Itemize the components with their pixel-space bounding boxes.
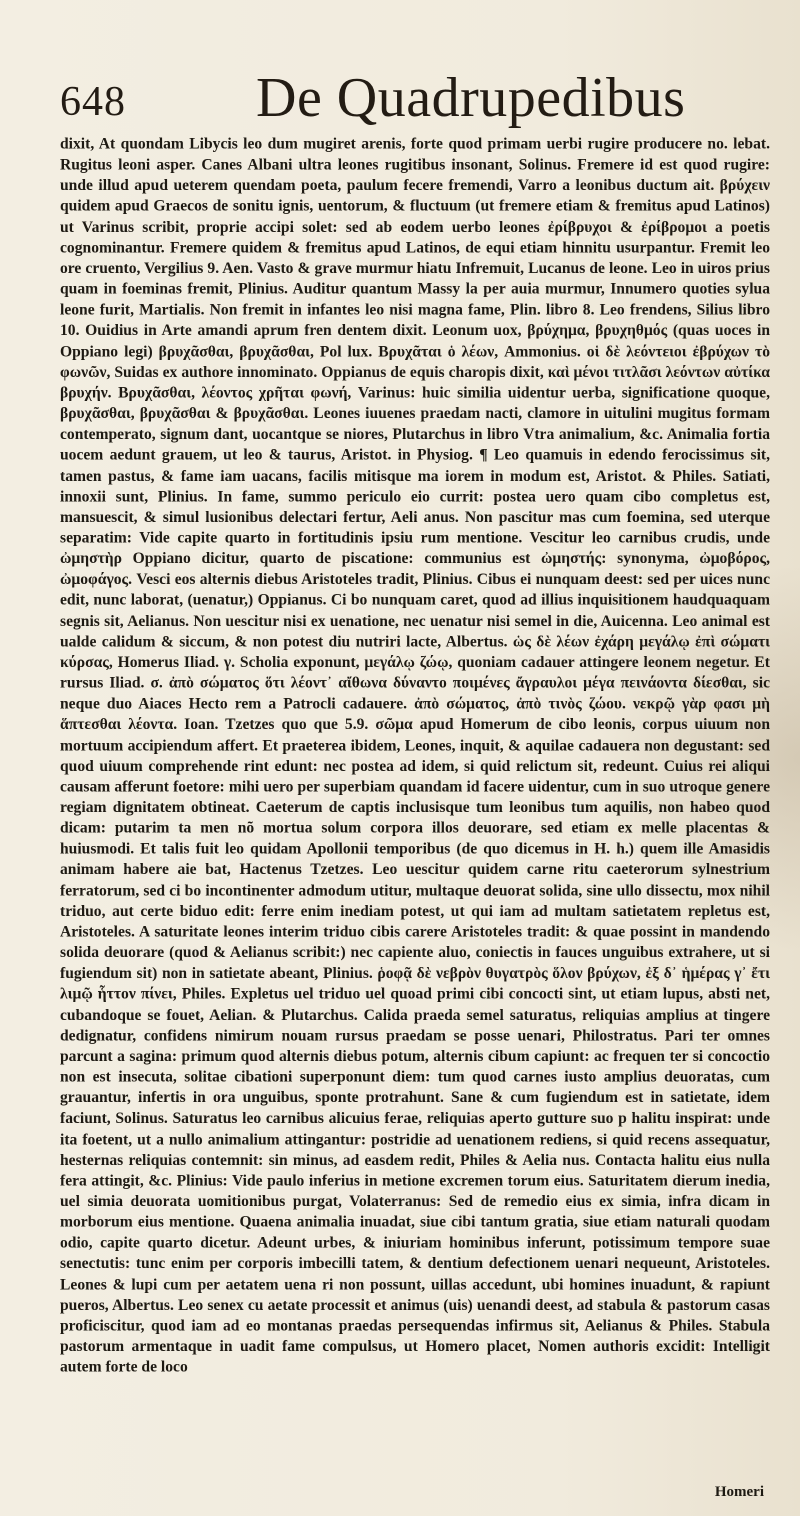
page-number: 648: [60, 79, 126, 125]
body-text: [60, 134, 770, 1378]
running-title: De Quadrupedibus: [256, 67, 686, 129]
page-header: [60, 62, 764, 138]
catchword: Homeri: [714, 1484, 764, 1500]
body-paragraph: dixit, At quondam Libycis leo dum mugiret arenis, forte quod primam uerbi rugire producere no. lebat. Rugitus leoni asper. Canes Albani ultra leones rugitibus insonant, Solinus. Fremere id est quod rugire: unde illud apud ueterem quendam poeta, paulum fecere fremendi, Varro a leonibus ductum ait. βρύχειν quidem apud Graecos de sonitu ignis, uentorum, & fluctuum (ut fremere etiam & fremitus apud Latinos) ut Varinus scribit, proprie accipi solet: sed ab eodem uerbo leones ἐρίβρυχοι & ἐρίβρομοι a poetis cognominantur. Fremere quidem & fremitus apud Latinos, de equi etiam hinnitu usurpantur. Fremit leo ore cruento, Vergilius 9. Aen. Vasto & grave murmur hiatu Infremuit, Lucanus de leone. Leo in uiros prius quam in foeminas fremit, Plinius. Auditur quantum Massy la per auia murmur, Innumero quoties sylua leone furit, Martialis. Non fremit in infantes leo nisi magna fame, Plin. libro 8. Leo frendens, Silius libro 10. Ouidius in Arte amandi aprum fren dentem dixit. Leonum uox, βρύχημα, βρυχηθμός (quas uoces in Oppiano legi) βρυχᾶσθαι, βρυχᾶσθαι, Pol lux. Βρυχᾶται ὁ λέων, Ammonius. οἱ δὲ λεόντειοι ἐβρύχων τὸ φωνῶν, Suidas ex authore innominato. Oppianus de equis charopis dixit, καὶ μένοι τιτλᾶσι λεόντων αὐτίκα βρυχήν. Βρυχᾶσθαι, λέοντος χρῆται φωνή, Varinus: huic similia uidentur uerba, significatione quoque, βρυχᾶσθαι, βρυχᾶσθαι & βρυχᾶσθαι. Leones iuuenes praedam nacti, clamore in uitulini mugitus formam contemperato, signum dant, uocantque se niores, Plutarchus in libro Vtra animalium, &c. Animalia fortia uocem aedunt grauem, ut leo & taurus, Aristot. in Physiog. ¶ Leo quamuis in edendo ferocissimus sit, tamen pastus, & fame iam uacans, facilis mitisque ma iorem in modum est, Aristot. & Philes. Satiati, innoxii sunt, Plinius. In fame, summo periculo eio currit: postea uero quam cibo completus est, mansuescit, & simul lusionibus delectari fertur, Aeli anus. Non pascitur mas cum foemina, sed uterque separatim: Vide capite quarto in fortitudinis ipsiu rum mentione. Vescitur leo carnibus crudis, unde ὠμηστὴρ Oppiano dicitur, quarto de piscatione: communius est ὠμηστής: synonyma, ὠμοβόρος, ὠμοφάγος. Vesci eos alternis diebus Aristoteles tradit, Plinius. Cibus ei nunquam deest: sed per uices nunc edit, nunc laborat, (uenatur,) Oppianus. Ci bo nunquam caret, quod ad illius inquisitionem haudquaquam segnis sit, Aelianus. Non uescitur nisi ex uenatione, nec uenatur nisi semel in die, Auicenna. Leo animal est ualde calidum & siccum, & non potest diu nutriri lacte, Albertus. ὡς δὲ λέων ἐχάρη μεγάλῳ ἐπὶ σώματι κύρσας, Homerus Iliad. γ. Scholia exponunt, μεγάλῳ ζώῳ, quoniam cadauer attingere leonem negetur. Et rursus Iliad. σ. ἀπὸ σώματος ὅτι λέοντ᾽ αἴθωνα δύναντο ποιμένες ἄγραυλοι μέγα πεινάοντα δίεσθαι, sic neque duo Aiaces Hecto rem a Patrocli cadauere. ἀπὸ σώματος, ἀπὸ τινὸς ζώου. νεκρῷ γὰρ φασι μὴ ἅπτεσθαι λέοντα. Ioan. Tzetzes quo que 5.9. σῶμα apud Homerum de cibo leonis, corpus uiuum non mortuum accipiendum affert. Et praeterea ibidem, Leones, inquit, & aquilae cadauera non degustant: sed quod uiuum comprehende rint edunt: nec postea ad idem, si quid relictum sit, redeunt. Cuius rei aliqui causam afferunt foetore: mihi uero per superbiam quandam id facere uidentur, cum in suo utroque genere regiam dignitatem obtineat. Caeterum de captis inclusisque tum leonibus tum aquilis, non habeo quod dicam: putarim ta men nõ mortua solum corpora illos deuorare, sed etiam ex melle placentas & huiusmodi. Et talis fuit leo quidam Apollonii temporibus (de quo dicemus in H. h.) quem ille Amasidis animam habere aie bat, Hactenus Tzetzes. Leo uescitur quidem carne ritu caeterorum sylnestrium ferratorum, sed ci bo incontinenter admodum utitur, multaque deuorat solida, sine ullo dissectu, mox nihil triduo, aut certe biduo edit: ferre enim inediam potest, ut qui iam ad multam satietatem repletus est, Aristoteles. A saturitate leones interim triduo cibis carere Aristoteles tradit: & quae possint in mandendo solida deuorare (quod & Aelianus scribit:) nec capiente aluo, coniectis in fauces unguibus extrahere, ut si fugiendum sit) non in satietate abeant, Plinius. ῥοφᾷ δὲ νεβρὸν θυγατρὸς ὅλον βρύχων, ἐξ δ᾽ ἡμέρας γ᾽ ἔτι λιμῷ ἧττον πίνει, Philes. Expletus uel triduo uel quoad primi cibi concocti sint, ut etiam lupus, absti net, cubandoque se fouet, Aelian. & Plutarchus. Calida praeda semel saturatus, reliquias amplius at tingere dedignatur, confidens nimirum nouam rursus praedam se posse uenari, Philostratus. Pari ter omnes parcunt a sagina: primum quod alternis diebus potum, alternis cibum capiunt: ac frequen ter si concoctio non est insecuta, solitae cibationi superponunt diem: tum quod carnes iusto amplius deuoratas, cum grauantur, infertis in ora unguibus, sponte protrahunt. Sane & cum fugiendum est in satietate, idem faciunt, Solinus. Saturatus leo carnibus alicuius ferae, reliquias aperto gutture suo p halitu inspirat: unde ita foetent, ut a nullo animalium attingantur: postridie ad uenationem rediens, si quid recens assequatur, hesternas reliquias contemnit: sin minus, ad easdem redit, Philes & Aelia nus. Contacta halitu eius nulla fera attingit, &c. Plinius: Vide paulo inferius in metione excremen torum eius. Saturitatem dierum inedia, uel simia deuorata uomitionibus purgat, Volaterranus: Sed de remedio eius ex simia, infra dicam in morborum eius mentione. Quaena animalia inuadat, siue cibi tantum gratia, siue etiam naturali quodam odio, capite quarto dicetur. Adeunt urbes, & iniuriam hominibus inferunt, potissimum tempore suae senectutis: tunc enim per corporis imbecilli tatem, & dentium defectionem uenari nequeunt, Aristoteles. Leones & lupi cum per aetatem uena ri non possunt, uillas accedunt, ubi homines inuadunt, & rapiunt pueros, Albertus. Leo senex cu aetate processit et animus (uis) uenandi deest, ad stabula & pastorum casas proficiscitur, quod iam ad eo montanas praedas persequendas infirmus sit, Aelianus & Philes. Stabula pastorum armentaque in uadit fame compulsus, ut Homero placet, Nomen authoris excidit: Intelligit autem forte de loco: [60, 135, 770, 1376]
